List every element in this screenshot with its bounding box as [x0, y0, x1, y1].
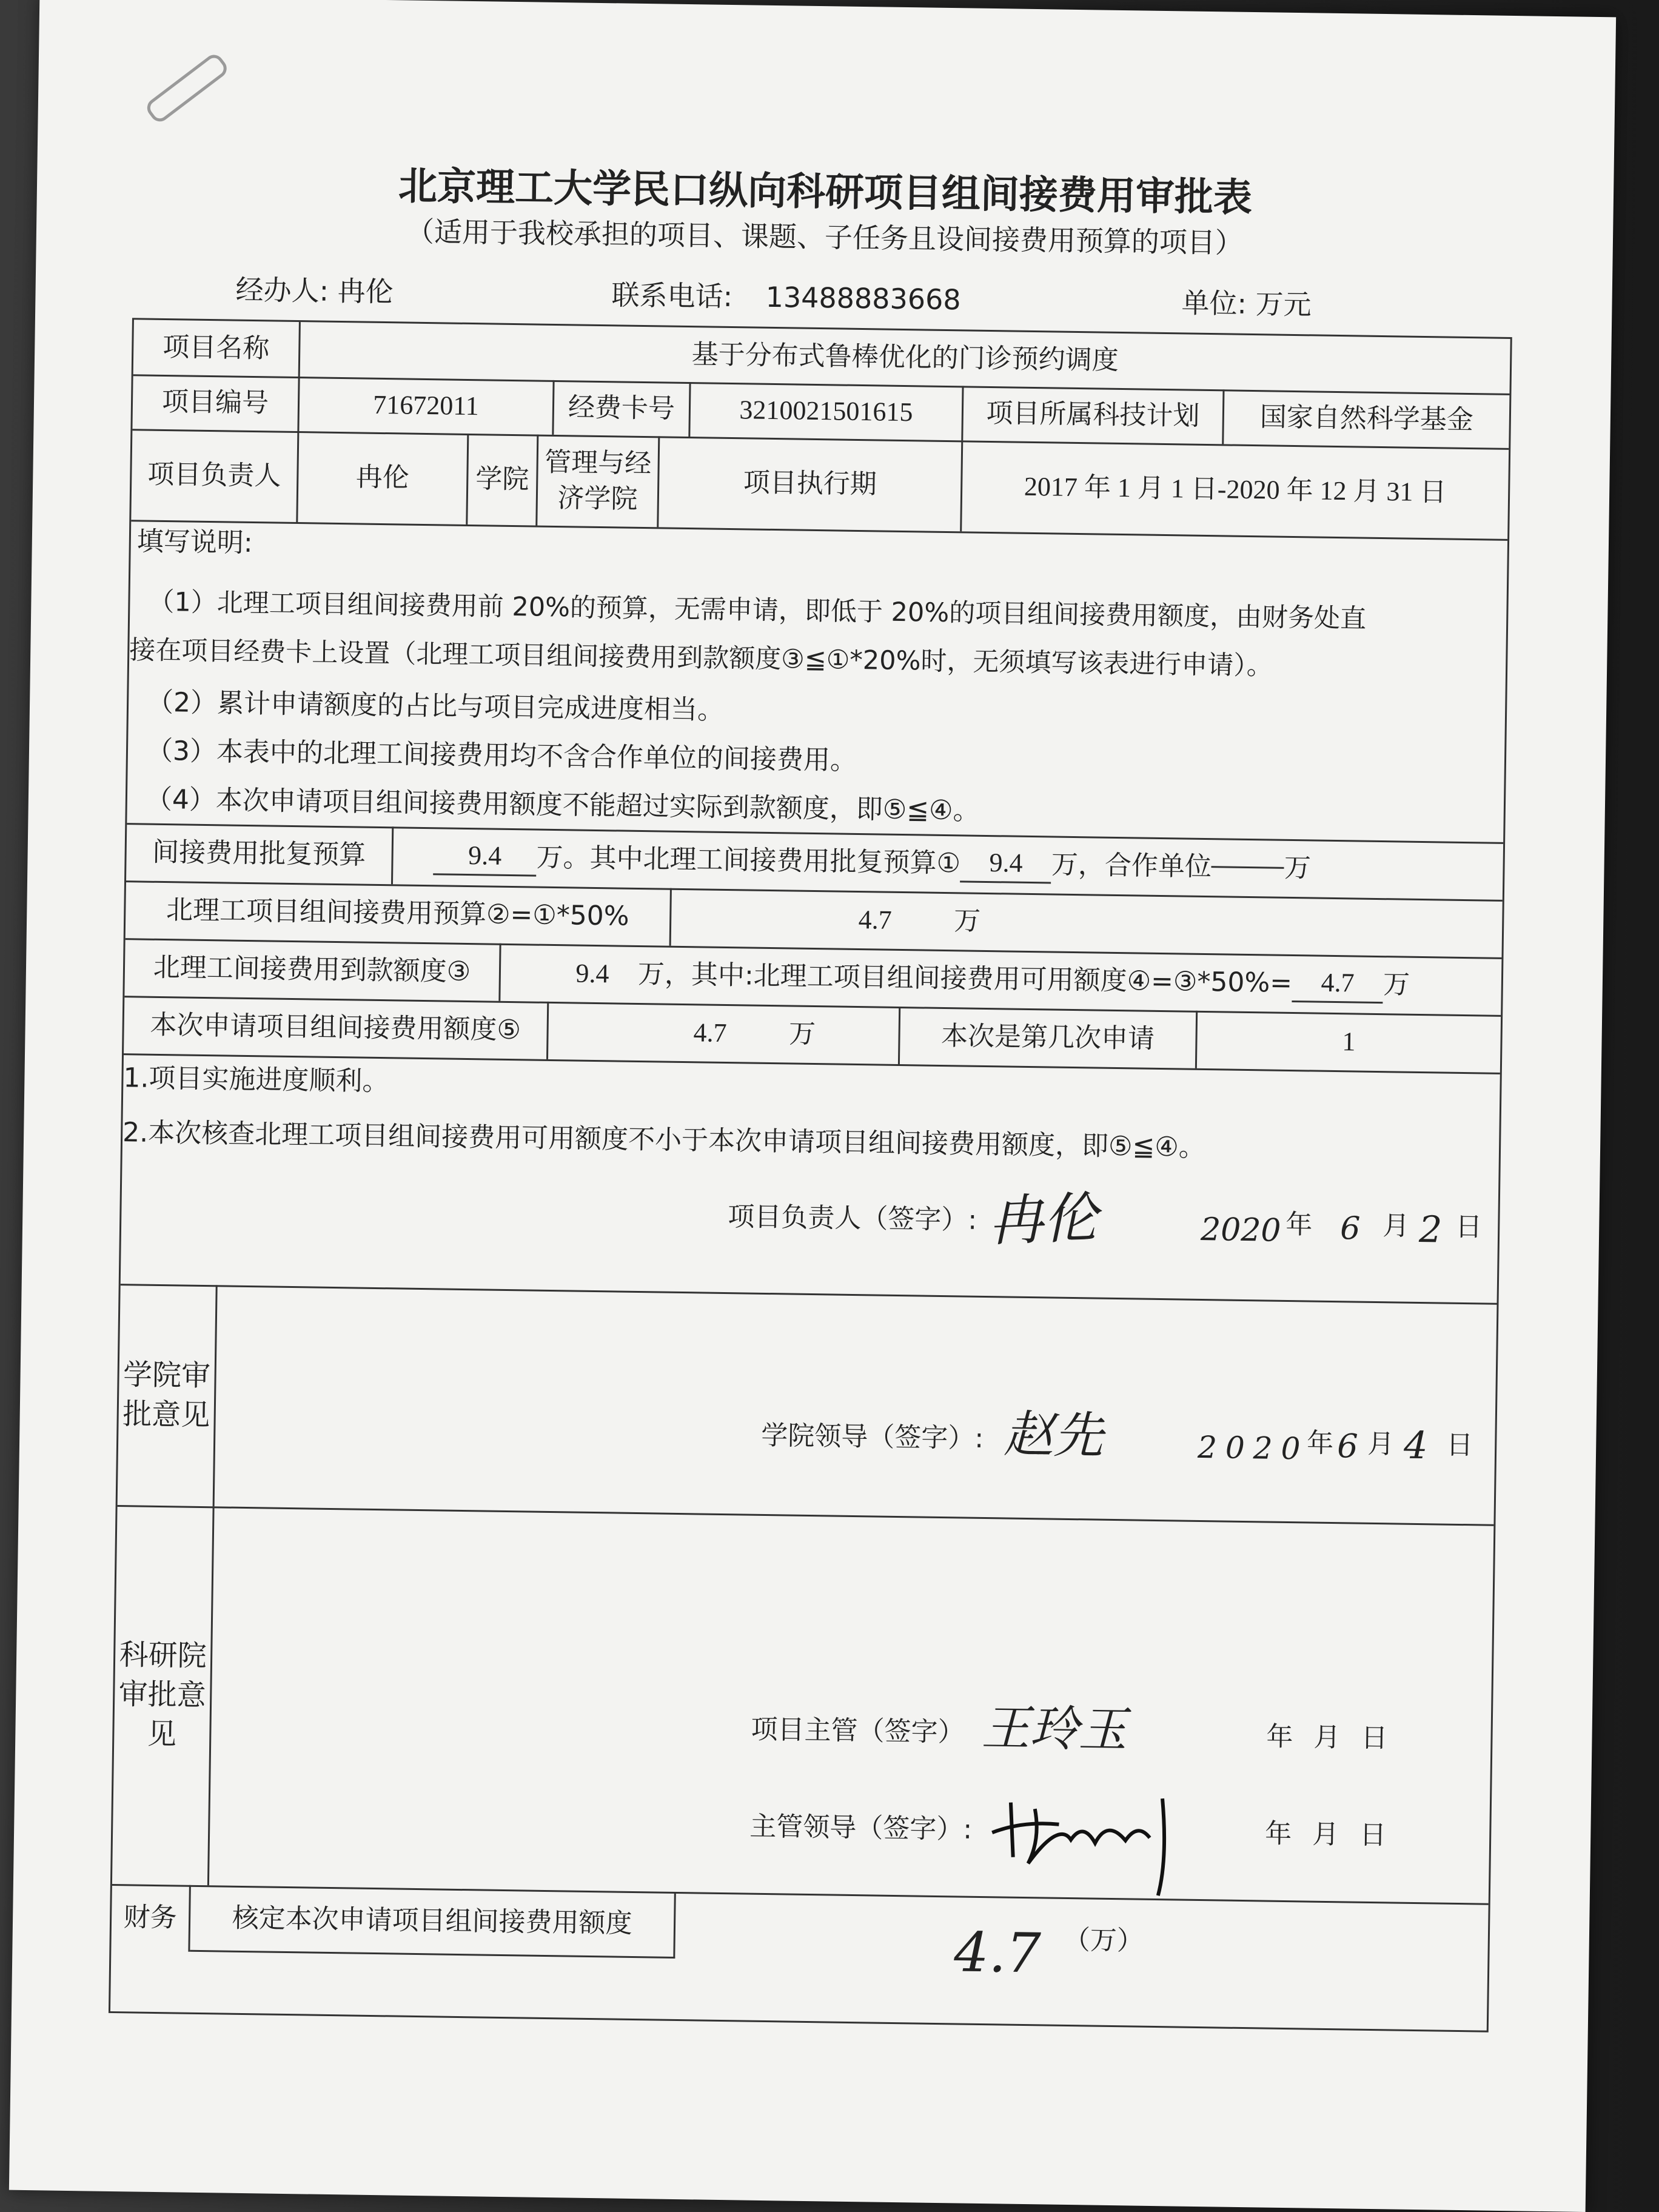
- partner-amount: [1212, 866, 1284, 869]
- phone-value: 13488883668: [765, 280, 961, 317]
- project-name-label: 项目名称: [133, 320, 301, 377]
- plan-label: 项目所属科技计划: [963, 386, 1224, 444]
- period-value: 2017 年 1 月 1 日-2020 年 12 月 31 日: [1024, 472, 1447, 508]
- finance-item-label: 核定本次申请项目组间接费用额度: [190, 1885, 675, 1959]
- leader-approval-sign-label: 主管领导（签字）:: [749, 1811, 973, 1845]
- approved-budget-label: 间接费用批复预算: [126, 823, 394, 884]
- approved-budget-text: 万。其中北理工间接费用批复预算①: [536, 842, 961, 879]
- leader-sign-label: 项目负责人（签字）:: [728, 1201, 977, 1236]
- instruction-item-3: （3）本表中的北理工间接费用均不含合作单位的间接费用。: [146, 735, 857, 776]
- manager-sign-date: 年 月 日: [1266, 1721, 1388, 1754]
- project-number-label: 项目编号: [132, 374, 300, 431]
- instruction-item-4: （4）本次申请项目组间接费用额度不能超过实际到款额度，即⑤≦④。: [145, 783, 980, 826]
- project-name-value: 基于分布式鲁棒优化的门诊预约调度: [691, 339, 1119, 377]
- finance-unit: （万）: [1063, 1924, 1144, 1957]
- finance-label: 财务: [111, 1884, 191, 1952]
- leader-sign-year-char: 年: [1285, 1208, 1313, 1241]
- approval-form-table: [109, 318, 1512, 2033]
- college-signature: 赵先: [1003, 1406, 1104, 1465]
- college-sign-month-char: 月: [1367, 1428, 1395, 1460]
- manager-signature: 王玲玉: [981, 1699, 1128, 1758]
- form-subtitle: （适用于我校承担的项目、课题、子任务且设间接费用预算的项目）: [406, 215, 1244, 260]
- times-value: 1: [1342, 1026, 1356, 1057]
- received-text: 万，其中:北理工项目组间接费用可用额度④=③*50%=: [637, 958, 1293, 999]
- project-number-value: 71672011: [299, 377, 554, 435]
- received-value: 9.4: [575, 958, 609, 989]
- leader-sign-month: 6: [1339, 1210, 1361, 1247]
- row-statement: [121, 1053, 1500, 1305]
- partner-unit: 万: [1284, 852, 1312, 884]
- leader-approval-signature: [985, 1784, 1181, 1902]
- row-research-review: [112, 1505, 1494, 1905]
- instructions-heading: 填写说明:: [136, 526, 253, 559]
- card-label: 经费卡号: [554, 380, 691, 437]
- handler-value: 冉伦: [337, 274, 394, 309]
- leader-value: 冉伦: [298, 431, 469, 525]
- group-budget-unit: 万: [953, 905, 981, 937]
- approved-budget-amount: 9.4: [433, 837, 537, 877]
- phone-info: [611, 273, 961, 318]
- period-label: 项目执行期: [659, 436, 963, 531]
- times-label: 本次是第几次申请: [900, 1007, 1198, 1068]
- college-sign-label: 学院领导（签字）:: [760, 1419, 984, 1454]
- bit-budget-amount: 9.4: [960, 845, 1052, 883]
- instruction-item-1a: （1）北理工项目组间接费用前 20%的预算，无需申请，即低于 20%的项目组间接费用额度，由财务处直: [148, 586, 1367, 634]
- college-sign-day: 4: [1403, 1423, 1429, 1468]
- row-instructions: [127, 520, 1507, 844]
- form-title: 北京理工大学民口纵向科研项目组间接费用审批表: [398, 164, 1253, 221]
- apply-unit: 万: [788, 1018, 816, 1050]
- apply-label: 本次申请项目组间接费用额度⑤: [124, 996, 549, 1059]
- phone-label: 联系电话:: [611, 278, 733, 313]
- row-college-review: [118, 1284, 1497, 1526]
- leader-sign-month-char: 月: [1382, 1210, 1410, 1242]
- unit-label: 单位:: [1181, 286, 1247, 320]
- statement-line-1: 1.项目实施进度顺利。: [123, 1062, 389, 1098]
- leader-signature: 冉伦: [987, 1185, 1099, 1254]
- paper-sheet: [9, 0, 1616, 2212]
- manager-sign-label: 项目主管（签字）: [751, 1714, 965, 1748]
- row-finance: [110, 1884, 1489, 2031]
- college-sign-month: 6: [1336, 1427, 1358, 1466]
- leader-sign-year: 2020: [1200, 1211, 1281, 1249]
- card-value: 3210021501615: [690, 382, 964, 440]
- apply-value: 4.7: [693, 1017, 727, 1048]
- instruction-item-2: （2）累计申请额度的占比与项目完成进度相当。: [146, 686, 725, 726]
- instruction-item-1b: 接在项目经费卡上设置（北理工项目组间接费用到款额度③≦①*20%时，无须填写该表进行申请）。: [129, 635, 1273, 682]
- leader-label: 项目负责人: [131, 429, 299, 522]
- college-sign-year: 2020: [1197, 1429, 1309, 1467]
- unit-value: 万元: [1255, 287, 1312, 321]
- statement-line-2: 2.本次核查北理工项目组间接费用可用额度不小于本次申请项目组间接费用额度，即⑤≦④。: [122, 1117, 1206, 1164]
- unit-info: [1181, 281, 1312, 323]
- finance-approved-value: 4.7: [953, 1920, 1042, 1986]
- leader-sign-day: 2: [1418, 1208, 1443, 1252]
- college-sign-day-char: 日: [1446, 1429, 1473, 1461]
- handler-label: 经办人:: [235, 273, 329, 307]
- group-budget-label: 北理工项目组间接费用预算②=①*50%: [126, 880, 672, 946]
- research-review-label: 科研院审批意见: [112, 1505, 215, 1885]
- leader-approval-sign-date: 年 月 日: [1264, 1818, 1387, 1851]
- college-sign-year-char: 年: [1306, 1427, 1334, 1460]
- leader-sign-day-char: 日: [1455, 1211, 1483, 1243]
- available-value: 4.7: [1292, 964, 1384, 1003]
- college-value: 管理与经济学院: [537, 435, 660, 528]
- available-unit: 万: [1382, 968, 1410, 1000]
- received-label: 北理工间接费用到款额度③: [124, 938, 501, 1001]
- plan-value: 国家自然科学基金: [1259, 401, 1474, 436]
- handler-info: [235, 268, 394, 310]
- college-label: 学院: [468, 434, 538, 526]
- partner-text: 万，合作单位: [1051, 849, 1212, 882]
- apply-value-cell: [548, 1002, 900, 1064]
- college-review-label: 学院审批意见: [118, 1284, 218, 1506]
- paper-clip-icon: [143, 51, 230, 126]
- group-budget-value: 4.7: [858, 904, 893, 935]
